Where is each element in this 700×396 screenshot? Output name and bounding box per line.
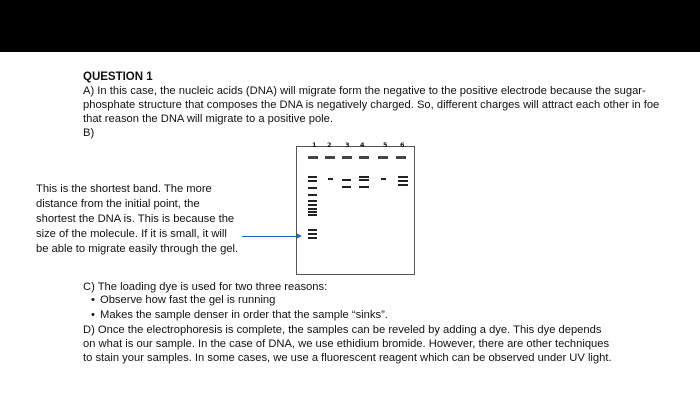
gel-band [308,237,317,239]
gel-band [308,200,317,202]
question-title: QUESTION 1 [83,71,153,83]
gel-band [342,179,351,181]
gel-band [308,187,317,189]
bullet-icon: • [91,294,95,306]
gel-band [381,178,386,180]
answer-part-b-label: B) [83,127,95,139]
answer-part-c-intro: C) The loading dye is used for two three reasons: [83,281,328,293]
gel-well [359,156,369,159]
gel-band [308,194,317,196]
gel-band [308,204,317,206]
gel-band [359,179,369,181]
gel-band [308,214,317,216]
gel-band [308,229,317,231]
gel-band [308,176,317,178]
gel-band [308,233,317,235]
gel-well [342,156,352,159]
gel-band [342,186,351,188]
lane-number-4: 4 [360,141,365,149]
gel-band [398,184,408,186]
gel-well [308,156,318,159]
gel-band [308,211,317,213]
answer-part-a: A) In this case, the nucleic acids (DNA) will migrate form the negative to the positive electrode because the sugar-phosphate structure that composes the DNA is negatively charged. So, different charges will attract each other in foe that reason the DNA will migrate to a positive pole. [83,85,660,125]
gel-band [359,176,369,178]
list-item: Makes the sample denser in order that the sample “sinks”. [100,309,388,321]
gel-band [398,180,408,182]
lane-number-1: 1 [312,141,317,149]
gel-well [396,156,406,159]
gel-well [325,156,335,159]
bullet-icon: • [91,309,95,321]
document-page [0,52,700,396]
gel-well [378,156,388,159]
gel-band [359,186,369,188]
gel-band [308,180,317,182]
lane-number-5: 5 [383,141,388,149]
gel-band [308,208,317,210]
lane-number-6: 6 [400,141,405,149]
gel-band [398,176,408,178]
gel-annotation-note: This is the shortest band. The more distance from the initial point, the shortest the DNA is. This is because the size of the molecule. If it is small, it will be able to migrate easily through the gel. [36,183,239,255]
list-item: Observe how fast the gel is running [100,294,276,306]
answer-part-d: D) Once the electrophoresis is complete, the samples can be reveled by adding a dye. This dye depends on what is our sample. In the case of DNA, we use ethidium bromide. However, there are other techniques to stain your samples. In some cases, we use a fluorescent reagent which can be observed under UV light. [83,324,612,364]
annotation-arrow-line [242,236,296,237]
lane-number-3: 3 [345,141,350,149]
gel-band [328,178,333,180]
lane-number-2: 2 [327,141,332,149]
